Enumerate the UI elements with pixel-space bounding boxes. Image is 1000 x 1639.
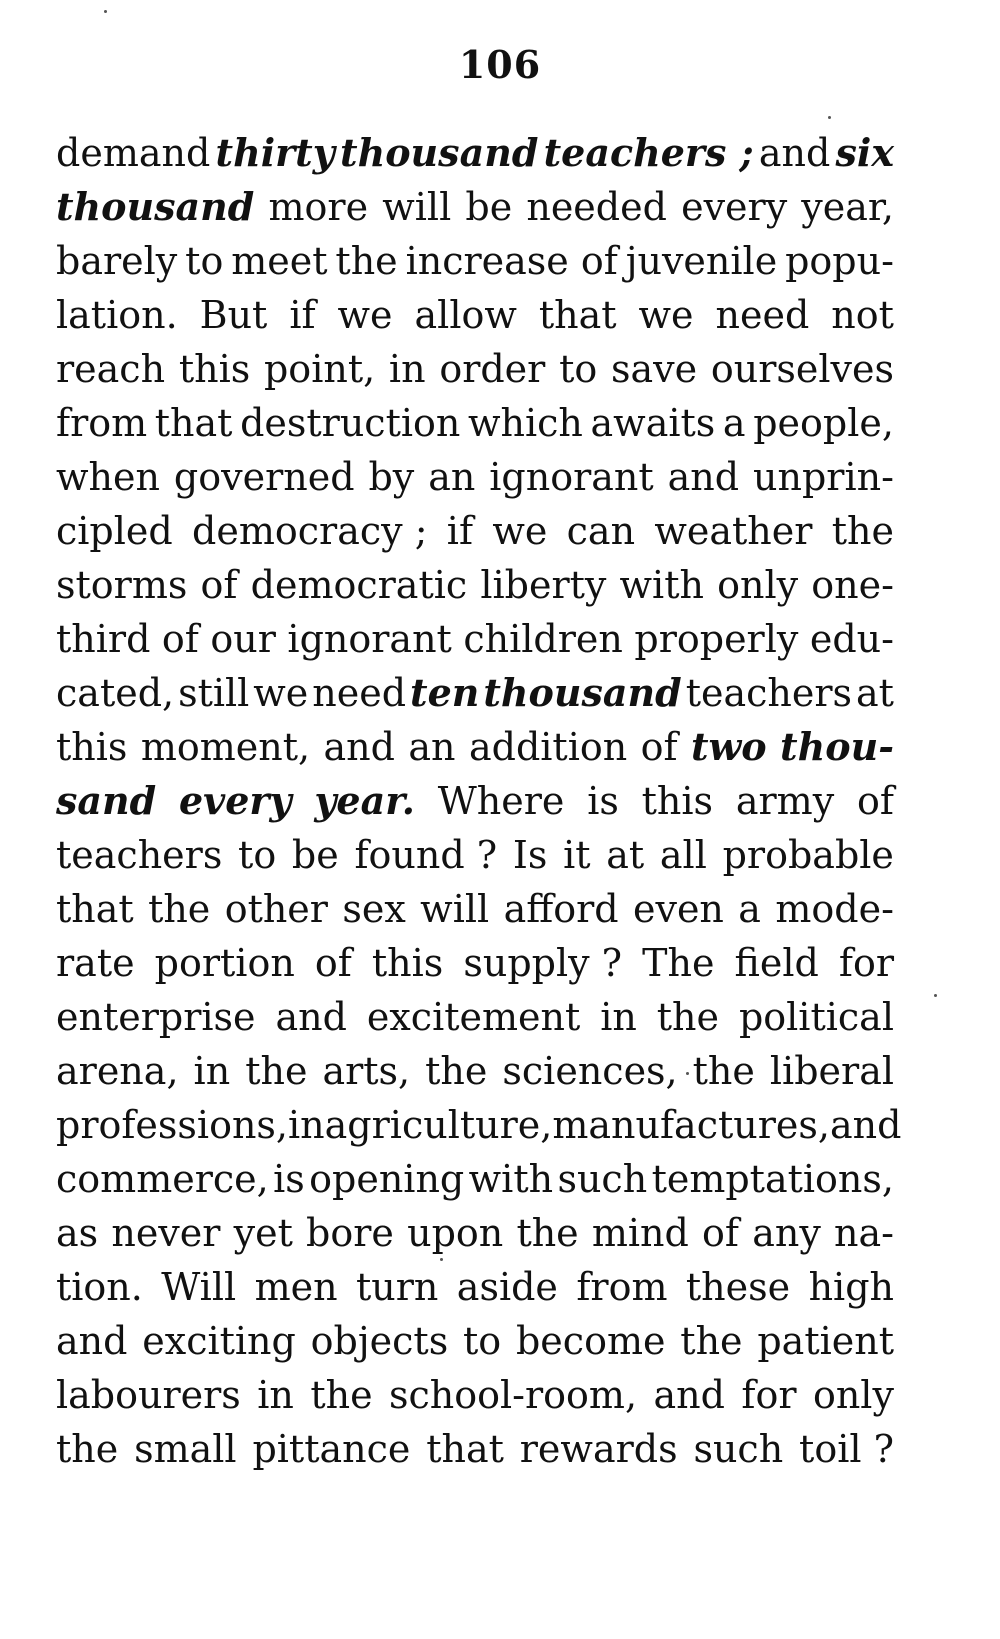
word: destruction [240, 401, 461, 445]
word: edu- [809, 617, 894, 661]
word: political [738, 995, 894, 1039]
word: liberty [480, 563, 607, 607]
italic-word: sand [56, 778, 157, 823]
italic-word: teachers ; [543, 130, 754, 175]
word: sciences, [502, 1049, 678, 1093]
word: of [702, 1211, 739, 1255]
word: arts, [322, 1049, 411, 1093]
word: demand [56, 131, 211, 175]
word: pittance [252, 1427, 411, 1471]
word: from [576, 1265, 668, 1309]
word: cated, [56, 671, 175, 715]
word: will [420, 887, 490, 931]
word: the [56, 1427, 119, 1471]
word: high [808, 1265, 894, 1309]
word: and [829, 1103, 902, 1147]
word: of [856, 779, 894, 823]
word: this [641, 779, 714, 823]
word: never [111, 1211, 221, 1255]
word: any [752, 1211, 821, 1255]
text-line [56, 126, 894, 180]
word: only [812, 1373, 894, 1417]
word: moment, [140, 725, 311, 769]
word: exciting [142, 1319, 296, 1363]
word: of [200, 563, 238, 607]
text-line [56, 396, 894, 450]
word: The [642, 941, 715, 985]
word: the [656, 995, 720, 1039]
word: properly [634, 617, 799, 661]
word: ignorant [489, 455, 654, 499]
word: needed [526, 185, 667, 229]
word: aside [456, 1265, 558, 1309]
word: mode- [775, 887, 894, 931]
word: addition [468, 725, 628, 769]
italic-word: thousand [56, 184, 255, 229]
word: allow [414, 293, 517, 337]
word: governed [173, 455, 355, 499]
text-line [56, 342, 894, 396]
word: as [56, 1211, 99, 1255]
word: in [193, 1049, 231, 1093]
word: when [56, 455, 160, 499]
word: which [467, 401, 583, 445]
word: manufactures, [552, 1103, 830, 1147]
word: of [161, 617, 199, 661]
word: the [692, 1049, 755, 1093]
word: at [855, 671, 894, 715]
word: and [758, 131, 831, 175]
word: professions, [56, 1103, 289, 1147]
word: small [134, 1427, 237, 1471]
word: an [408, 725, 456, 769]
word: enterprise [56, 995, 256, 1039]
text-line [56, 234, 894, 288]
italic-word: two [691, 724, 767, 769]
word: army [735, 779, 835, 823]
word: if [446, 509, 474, 553]
word: the [335, 239, 398, 283]
text-line [56, 720, 894, 774]
word: will [382, 185, 452, 229]
word: need [715, 293, 810, 337]
word: of [640, 725, 678, 769]
word: the [148, 887, 211, 931]
word: upon [407, 1211, 504, 1255]
word: labourers [56, 1373, 241, 1417]
word: But [199, 293, 268, 337]
word: agriculture, [324, 1103, 553, 1147]
word: people, [753, 401, 894, 445]
word: that [56, 887, 134, 931]
text-line [56, 1152, 894, 1206]
word: yet [233, 1211, 293, 1255]
text-line [56, 504, 894, 558]
word: the [831, 509, 894, 553]
word: become [515, 1319, 666, 1363]
word: Where [437, 779, 565, 823]
word: storms [56, 563, 188, 607]
word: democratic [250, 563, 468, 607]
page-number: 106 [458, 42, 542, 87]
word: patient [757, 1319, 894, 1363]
word: we [253, 671, 309, 715]
word: we [638, 293, 694, 337]
paper-speck [440, 1258, 443, 1261]
word: this [178, 347, 251, 391]
word: for [838, 941, 894, 985]
word: excitement [366, 995, 581, 1039]
italic-word: thou- [780, 724, 894, 769]
word: by [368, 455, 415, 499]
word: juvenile [625, 239, 778, 283]
word: is [273, 1157, 305, 1201]
word: save [611, 347, 698, 391]
word: it [563, 833, 591, 877]
word: rate [56, 941, 135, 985]
word: afford [503, 887, 619, 931]
word: not [831, 293, 894, 337]
word: toil ? [799, 1427, 894, 1471]
text-line [56, 1314, 894, 1368]
word: still [178, 671, 250, 715]
word: the [516, 1211, 579, 1255]
word: more [268, 185, 369, 229]
text-line [56, 936, 894, 990]
text-line [56, 558, 894, 612]
italic-word: thousand [483, 670, 682, 715]
text-line [56, 1260, 894, 1314]
word: that [538, 293, 617, 337]
word: the [425, 1049, 488, 1093]
word: and [653, 1373, 725, 1417]
word: supply ? [463, 941, 623, 985]
text-line [56, 1422, 894, 1476]
text-line [56, 828, 894, 882]
paper-speck [686, 1072, 689, 1075]
word: opening [309, 1157, 465, 1201]
text-line [56, 990, 894, 1044]
word: if [289, 293, 316, 337]
word: field [734, 941, 819, 985]
word: that [426, 1427, 504, 1471]
word: probable [722, 833, 894, 877]
word: need [312, 671, 407, 715]
word: meet [231, 239, 328, 283]
word: sex [342, 887, 406, 931]
word: the [245, 1049, 308, 1093]
word: only [717, 563, 799, 607]
word: such [693, 1427, 784, 1471]
word: at [606, 833, 645, 877]
text-line [56, 666, 894, 720]
word: be [291, 833, 339, 877]
word: in [288, 1103, 325, 1147]
text-line [56, 180, 894, 234]
word: in [600, 995, 637, 1039]
text-line [56, 1368, 894, 1422]
word: and [323, 725, 395, 769]
word: children [463, 617, 623, 661]
word: Is [512, 833, 548, 877]
italic-word: six [835, 130, 894, 175]
paper-speck [828, 116, 831, 119]
word: awaits [590, 401, 716, 445]
word: reach [56, 347, 166, 391]
word: mind [591, 1211, 689, 1255]
word: temptations, [651, 1157, 894, 1201]
word: increase of [405, 239, 618, 283]
word: one- [811, 563, 894, 607]
word: can [566, 509, 636, 553]
word: arena, [56, 1049, 179, 1093]
word: we [492, 509, 548, 553]
text-line [56, 1098, 902, 1152]
text-line [56, 288, 894, 342]
italic-word: ten [410, 670, 480, 715]
word: the [310, 1373, 373, 1417]
word: a [722, 401, 746, 445]
word: found ? [354, 833, 498, 877]
paper-speck [104, 10, 107, 13]
word: in [257, 1373, 294, 1417]
italic-word: every [179, 778, 292, 823]
word: order [439, 347, 546, 391]
word: and [667, 455, 740, 499]
word: liberal [769, 1049, 894, 1093]
word: democracy ; [192, 509, 428, 553]
word: barely [56, 239, 178, 283]
text-line [56, 1044, 894, 1098]
word: with [619, 563, 704, 607]
word: and [56, 1319, 128, 1363]
word: in [388, 347, 426, 391]
word: from [56, 401, 148, 445]
italic-word: thousand [340, 130, 539, 175]
word: unprin- [753, 455, 894, 499]
word: na- [833, 1211, 894, 1255]
word: to [238, 833, 277, 877]
word: portion [154, 941, 295, 985]
word: every [681, 185, 788, 229]
word: to [185, 239, 224, 283]
word: ourselves [710, 347, 894, 391]
word: teachers [56, 833, 223, 877]
word: with [468, 1157, 554, 1201]
text-line [56, 612, 894, 666]
paper-speck [934, 994, 937, 997]
word: our [210, 617, 276, 661]
word: popu- [785, 239, 894, 283]
word: for [741, 1373, 797, 1417]
word: point, [263, 347, 376, 391]
word: rewards [519, 1427, 678, 1471]
text-line [56, 774, 894, 828]
word: other [224, 887, 328, 931]
word: lation. [56, 293, 178, 337]
word: and [275, 995, 347, 1039]
word: we [337, 293, 393, 337]
word: this [371, 941, 444, 985]
word: cipled [56, 509, 173, 553]
word: year, [801, 185, 894, 229]
word: is [587, 779, 619, 823]
word: an [428, 455, 476, 499]
word: tion. [56, 1265, 143, 1309]
italic-word: thirty [215, 130, 335, 175]
word: ignorant [287, 617, 452, 661]
word: of [314, 941, 352, 985]
word: be [465, 185, 513, 229]
body-text [56, 126, 902, 1476]
word: objects [310, 1319, 449, 1363]
word: the [680, 1319, 743, 1363]
word: this [56, 725, 128, 769]
word: turn [355, 1265, 439, 1309]
word: school-room, [389, 1373, 638, 1417]
word: to [559, 347, 598, 391]
word: all [659, 833, 707, 877]
word: bore [306, 1211, 394, 1255]
italic-word: year. [314, 778, 415, 823]
text-line [56, 450, 894, 504]
word: even [632, 887, 724, 931]
word: such [557, 1157, 648, 1201]
word: weather [654, 509, 813, 553]
word: that [154, 401, 233, 445]
word: these [685, 1265, 791, 1309]
word: to [463, 1319, 502, 1363]
word: third [56, 617, 151, 661]
text-line [56, 882, 894, 936]
word: men [254, 1265, 338, 1309]
word: Will [161, 1265, 237, 1309]
word: teachers [685, 671, 853, 715]
word: commerce, [56, 1157, 269, 1201]
text-line [56, 1206, 894, 1260]
word: a [738, 887, 761, 931]
